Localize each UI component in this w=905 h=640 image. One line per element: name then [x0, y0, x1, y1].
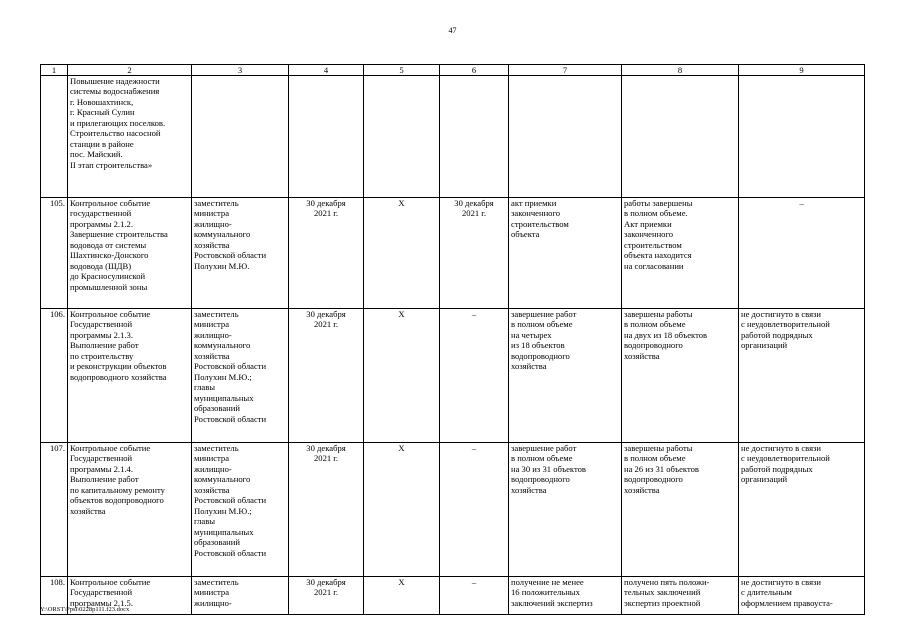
table-header-row [41, 65, 865, 76]
page-number: 47 [448, 26, 457, 35]
actual-result-cell: завершены работы в полном объеме на 26 из 31 объектов водопроводного хозяйства [622, 443, 739, 577]
row-number [41, 76, 68, 198]
row-number: 105. [41, 198, 68, 309]
expected-result-cell: завершение работ в полном объеме на четырех из 18 объектов водопроводного хозяйства [509, 309, 622, 443]
actual-result-cell: получено пять положи- тельных заключений экспертиз проектной [622, 577, 739, 615]
note-cell: не достигнуто в связи с неудовлетворительной работой подрядных организаций [739, 309, 865, 443]
table-row [41, 309, 865, 443]
plan-date-cell [289, 76, 364, 198]
col5-cell: Х [364, 577, 440, 615]
header-cell-9: 9 [739, 65, 865, 76]
row-number: 106. [41, 309, 68, 443]
note-cell [739, 76, 865, 198]
responsible-cell: заместитель министра жилищно- [192, 577, 289, 615]
plan-date-cell: 30 декабря 2021 г. [289, 198, 364, 309]
fact-date-cell: 30 декабря 2021 г. [440, 198, 509, 309]
responsible-cell: заместитель министра жилищно- коммунального хозяйства Ростовской области Полухин М.Ю.; главы муниципальных образований Ростовской области [192, 443, 289, 577]
header-cell-3: 3 [192, 65, 289, 76]
responsible-cell: заместитель министра жилищно- коммунального хозяйства Ростовской области Полухин М.Ю. [192, 198, 289, 309]
note-cell: не достигнуто в связи с длительным оформлением правоуста- [739, 577, 865, 615]
table-row [41, 76, 865, 198]
fact-date-cell: – [440, 443, 509, 577]
header-cell-7: 7 [509, 65, 622, 76]
expected-result-cell: завершение работ в полном объеме на 30 из 31 объектов водопроводного хозяйства [509, 443, 622, 577]
header-cell-1: 1 [41, 65, 68, 76]
row-number: 107. [41, 443, 68, 577]
header-cell-8: 8 [622, 65, 739, 76]
responsible-cell [192, 76, 289, 198]
report-table [40, 64, 865, 615]
event-cell: Контрольное событие Государственной программы 2.1.4. Выполнение работ по капитальному ремонту объектов водопроводного хозяйства [68, 443, 192, 577]
fact-date-cell: – [440, 577, 509, 615]
actual-result-cell: работы завершены в полном объеме. Акт приемки законченного строительством объекта находится на согласовании [622, 198, 739, 309]
document-file-path: Y:\ORST\Ppsi\0228p111.f23.docx [40, 606, 130, 613]
event-cell: Контрольное событие Государственной программы 2.1.3. Выполнение работ по строительству и реконструкции объектов водопроводного хозяйства [68, 309, 192, 443]
actual-result-cell [622, 76, 739, 198]
event-cell: Контрольное событие Государственной программы 2.1.5. [68, 577, 192, 615]
fact-date-cell: – [440, 309, 509, 443]
note-cell: не достигнуто в связи с неудовлетворительной работой подрядных организаций [739, 443, 865, 577]
table-row [41, 198, 865, 309]
col5-cell: Х [364, 309, 440, 443]
expected-result-cell [509, 76, 622, 198]
actual-result-cell: завершены работы в полном объеме на двух из 18 объектов водопроводного хозяйства [622, 309, 739, 443]
responsible-cell: заместитель министра жилищно- коммунального хозяйства Ростовской области Полухин М.Ю.; главы муниципальных образований Ростовской области [192, 309, 289, 443]
table-row [41, 443, 865, 577]
plan-date-cell: 30 декабря 2021 г. [289, 309, 364, 443]
expected-result-cell: акт приемки законченного строительством объекта [509, 198, 622, 309]
fact-date-cell [440, 76, 509, 198]
row-number: 108. [41, 577, 68, 615]
col5-cell: Х [364, 198, 440, 309]
header-cell-2: 2 [68, 65, 192, 76]
col5-cell: Х [364, 443, 440, 577]
event-cell: Контрольное событие государственной программы 2.1.2. Завершение строительства водовода от системы Шахтинско-Донского водовода (ШДВ) до Красносулинской промышленной зоны [68, 198, 192, 309]
plan-date-cell: 30 декабря 2021 г. [289, 443, 364, 577]
header-cell-5: 5 [364, 65, 440, 76]
header-cell-6: 6 [440, 65, 509, 76]
col5-cell [364, 76, 440, 198]
table-row [41, 577, 865, 615]
note-cell: – [739, 198, 865, 309]
plan-date-cell: 30 декабря 2021 г. [289, 577, 364, 615]
header-cell-4: 4 [289, 65, 364, 76]
expected-result-cell: получение не менее 16 положительных заключений экспертиз [509, 577, 622, 615]
event-cell: Повышение надежности системы водоснабжения г. Новошахтинск, г. Красный Сулин и прилегающих поселков. Строительство насосной станции в районе пос. Майский. II этап строительства» [68, 76, 192, 198]
